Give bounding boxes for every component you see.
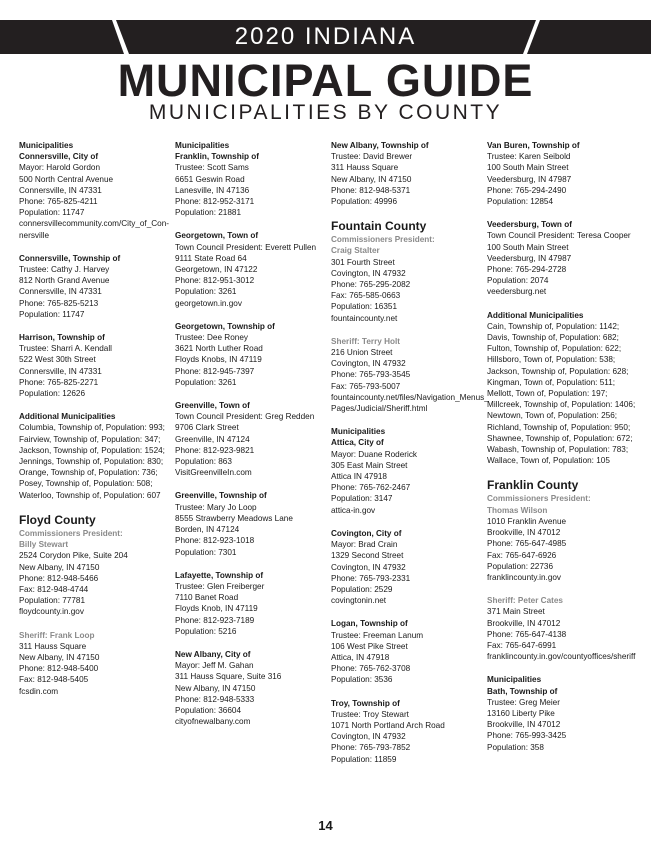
header-banner xyxy=(0,20,651,54)
municipality-entry xyxy=(19,332,169,399)
county-contact xyxy=(19,550,169,617)
sheriff-label: Sheriff: Terry Holt xyxy=(331,336,400,346)
entry-line: Phone: 812-923-7189 xyxy=(175,615,255,625)
entry-name: Troy, Township of xyxy=(331,698,400,708)
entry-line: Population: 3261 xyxy=(175,287,237,297)
entry-name: Van Buren, Township of xyxy=(487,141,580,150)
entry-name: Georgetown, Town of xyxy=(175,231,259,241)
entry-line: Population: 2529 xyxy=(331,584,393,594)
entry-line: Fax: 812-948-4744 xyxy=(19,584,89,594)
municipality-entry xyxy=(487,140,637,207)
entry-name: Harrison, Township of xyxy=(19,333,105,343)
entry-name: Logan, Township of xyxy=(331,619,408,629)
column-3 xyxy=(331,140,489,777)
entry-line: Georgetown, IN 47122 xyxy=(175,265,258,275)
entry-name: Bath, Township of xyxy=(487,686,558,696)
sheriff-label: Sheriff: Peter Cates xyxy=(487,596,563,606)
entry-line: Trustee: Freeman Lanum xyxy=(331,630,424,640)
entry-line: Trustee: Cathy J. Harvey xyxy=(19,265,110,275)
entry-website[interactable]: fountaincounty.net xyxy=(331,313,398,323)
entry-line: New Albany, IN 47150 xyxy=(175,683,256,693)
section-heading: Municipalities xyxy=(487,675,542,685)
entry-line: Phone: 812-945-7397 xyxy=(175,366,255,376)
entry-line: Attica IN 47918 xyxy=(331,472,387,482)
column-2 xyxy=(175,140,325,739)
entry-line: Mayor: Duane Roderick xyxy=(331,449,418,459)
entry-line: Covington, IN 47932 xyxy=(331,359,406,369)
entry-line: Population: 16351 xyxy=(331,302,398,312)
entry-line: Population: 12626 xyxy=(19,389,86,399)
entry-line: Population: 49996 xyxy=(331,197,398,207)
entry-line: Trustee: Troy Stewart xyxy=(331,709,409,719)
entry-line: Phone: 765-825-4211 xyxy=(19,197,98,207)
entry-line: Population: 3536 xyxy=(331,675,393,685)
entry-name: Greenville, Town of xyxy=(175,401,250,411)
president-label: Commissioners President: xyxy=(19,528,123,538)
entry-website[interactable]: georgetown.in.gov xyxy=(175,298,242,308)
entry-website[interactable]: connersvillecommunity.com/City_of_Con- xyxy=(19,219,170,229)
county-contact xyxy=(487,516,637,583)
section-heading: Municipalities xyxy=(175,141,230,150)
municipality-entry xyxy=(175,490,325,557)
entry-line: Phone: 812-923-1018 xyxy=(175,536,255,546)
entry-line: Trustee: Dee Roney xyxy=(175,333,248,343)
entry-line: 216 Union Street xyxy=(331,348,393,358)
entry-line: Population: 12854 xyxy=(487,197,554,207)
entry-name: Veedersburg, Town of xyxy=(487,220,572,230)
entry-line: Phone: 812-948-5333 xyxy=(175,694,255,704)
entry-website[interactable]: franklincounty.in.gov/countyoffices/sheriff xyxy=(487,652,636,662)
entry-line: Phone: 765-647-4985 xyxy=(487,539,567,549)
entry-line: Covington, IN 47932 xyxy=(331,268,406,278)
entry-line: Phone: 765-993-3425 xyxy=(487,731,567,741)
entry-website-cont[interactable]: nersville xyxy=(19,230,50,240)
municipality-entry xyxy=(175,321,325,388)
municipality-entry xyxy=(175,151,325,218)
sheriff-label: Sheriff: Frank Loop xyxy=(19,630,95,640)
entry-line: New Albany, IN 47150 xyxy=(19,652,100,662)
entry-name: New Albany, City of xyxy=(175,649,251,659)
entry-line: 7110 Banet Road xyxy=(175,593,239,603)
municipality-entry xyxy=(331,437,481,515)
entry-website[interactable]: attica-in.gov xyxy=(331,505,376,515)
president-label: Commissioners President: xyxy=(487,494,591,504)
entry-line: Attica, IN 47918 xyxy=(331,652,390,662)
entry-line: 100 South Main Street xyxy=(487,163,569,173)
entry-line: 6651 Geswin Road xyxy=(175,174,245,184)
entry-line: Trustee: Mary Jo Loop xyxy=(175,502,257,512)
column-4 xyxy=(487,140,637,765)
entry-line: New Albany, IN 47150 xyxy=(19,562,100,572)
entry-line: Population: 5216 xyxy=(175,626,237,636)
county-contact xyxy=(331,257,481,324)
entry-line: Phone: 765-825-2271 xyxy=(19,377,99,387)
entry-line: Population: 863 xyxy=(175,457,232,467)
entry-line: 1329 Second Street xyxy=(331,551,404,561)
entry-line: Veedersburg, IN 47987 xyxy=(487,253,572,263)
entry-website[interactable]: fountaincounty.net/files/Navigation_Menus_ xyxy=(331,392,489,402)
entry-line: Phone: 812-952-3171 xyxy=(175,197,255,207)
entry-name: Franklin, Township of xyxy=(175,152,259,162)
entry-line: 100 South Main Street xyxy=(487,242,569,252)
entry-line: Phone: 765-294-2728 xyxy=(487,265,567,275)
entry-name: Connersville, City of xyxy=(19,152,99,162)
sheriff-contact xyxy=(487,606,637,662)
additional-municipalities xyxy=(19,411,169,501)
entry-line: 13160 Liberty Pike xyxy=(487,708,555,718)
entry-line: Brookville, IN 47012 xyxy=(487,720,561,730)
entry-line: Fax: 765-647-6991 xyxy=(487,640,557,650)
entry-name: Greenville, Township of xyxy=(175,491,267,501)
entry-line: Brookville, IN 47012 xyxy=(487,618,561,628)
entry-line: Covington, IN 47932 xyxy=(331,732,406,742)
entry-line: Population: 358 xyxy=(487,742,544,752)
county-heading: Franklin County xyxy=(487,478,579,493)
entry-name: Attica, City of xyxy=(331,438,384,448)
entry-line: Trustee: Karen Seibold xyxy=(487,152,571,162)
entry-line: New Albany, IN 47150 xyxy=(331,174,412,184)
president-name: Thomas Wilson xyxy=(487,505,548,515)
entry-line: Population: 2074 xyxy=(487,276,549,286)
entry-line: Population: 77781 xyxy=(19,596,86,606)
entry-line: 500 North Central Avenue xyxy=(19,174,114,184)
sheriff-contact xyxy=(331,347,489,414)
entry-website[interactable]: covingtonin.net xyxy=(331,596,387,606)
entry-line: Population: 11747 xyxy=(19,309,85,319)
entry-website[interactable]: veedersburg.net xyxy=(487,287,547,297)
entry-line: 9706 Clark Street xyxy=(175,423,239,433)
entry-line: Phone: 765-762-3708 xyxy=(331,664,411,674)
municipality-entry xyxy=(175,570,325,637)
entry-website[interactable]: VisitGreenvilleIn.com xyxy=(175,468,252,478)
county-heading: Fountain County xyxy=(331,219,427,234)
entry-line: Phone: 812-951-3012 xyxy=(175,276,255,286)
entry-line: 522 West 30th Street xyxy=(19,355,96,365)
section-heading: Additional Municipalities xyxy=(19,412,116,422)
entry-line: 301 Fourth Street xyxy=(331,257,395,267)
entry-line: 311 Hauss Square xyxy=(331,163,399,173)
entry-line: Population: 3261 xyxy=(175,377,237,387)
county-heading: Floyd County xyxy=(19,512,96,527)
municipality-entry xyxy=(175,400,325,478)
entry-line: Trustee: David Brewer xyxy=(331,152,413,162)
additional-municipalities xyxy=(487,310,637,467)
entry-line: Phone: 812-948-5371 xyxy=(331,185,411,195)
section-heading: Additional Municipalities xyxy=(487,310,584,320)
municipality-entry xyxy=(331,618,481,685)
entry-line: 311 Hauss Square, Suite 316 xyxy=(175,672,282,682)
entry-line: Fax: 765-793-5007 xyxy=(331,381,401,391)
entry-line: Town Council President: Teresa Cooper xyxy=(487,231,631,241)
entry-line: Mayor: Jeff M. Gahan xyxy=(175,661,254,671)
entry-line: Mayor: Brad Crain xyxy=(331,540,398,550)
entry-line: Population: 11747 xyxy=(19,208,85,218)
entry-website-cont[interactable]: Pages/Judicial/Sheriff.html xyxy=(331,404,428,414)
entry-line: Greenville, IN 47124 xyxy=(175,434,250,444)
banner-text: 2020 INDIANA xyxy=(234,23,417,50)
entry-line: Fax: 765-585-0663 xyxy=(331,291,401,301)
entry-line: Population: 7301 xyxy=(175,547,237,557)
entry-line: 3621 North Luther Road xyxy=(175,344,263,354)
municipality-entry xyxy=(331,698,481,765)
entry-line: Town Council President: Greg Redden xyxy=(175,412,315,422)
additional-list: Cain, Township of, Population: 1142; Davis, Township of, Population: 682; Fulton, Township of, Population: 622; Hillsboro, Town of, Population: 538; Jackson, Township of, Population: 628; Kingman, Town of, Population: 511; Mellott, Town of, Population: 197; Millcreek, Township of, Population: 1406; Newtown, Town of, Population: 256; Richland, Township of, Population: 950; Shawnee, Township of, Population: 672; Wabash, Township of, Population: 783; Wallace, Town of, Population: 105 xyxy=(487,321,636,466)
entry-line: Trustee: Sharri A. Kendall xyxy=(19,344,112,354)
entry-line: Fax: 765-647-6926 xyxy=(487,550,557,560)
entry-line: 2524 Corydon Pike, Suite 204 xyxy=(19,551,128,561)
entry-line: Floyds Knob, IN 47119 xyxy=(175,604,258,614)
entry-line: Trustee: Scott Sams xyxy=(175,163,249,173)
entry-line: 1010 Franklin Avenue xyxy=(487,516,567,526)
entry-line: 311 Hauss Square xyxy=(19,641,87,651)
entry-line: 371 Main Street xyxy=(487,607,545,617)
entry-name: Connersville, Township of xyxy=(19,253,121,263)
entry-website[interactable]: franklincounty.in.gov xyxy=(487,572,562,582)
entry-line: Phone: 765-793-7852 xyxy=(331,743,411,753)
municipality-entry xyxy=(19,151,169,241)
entry-line: Phone: 812-923-9821 xyxy=(175,445,255,455)
entry-line: Town Council President: Everett Pullen xyxy=(175,242,317,252)
entry-line: Connersville, IN 47331 xyxy=(19,287,102,297)
entry-line: Trustee: Greg Meier xyxy=(487,697,560,707)
president-label: Commissioners President: xyxy=(331,235,435,245)
municipality-entry xyxy=(19,253,169,320)
entry-name: Covington, City of xyxy=(331,528,402,538)
entry-line: Floyds Knobs, IN 47119 xyxy=(175,355,262,365)
entry-line: Phone: 765-295-2082 xyxy=(331,280,411,290)
entry-line: Phone: 765-793-2331 xyxy=(331,573,411,583)
entry-line: Phone: 812-948-5400 xyxy=(19,664,99,674)
entry-website[interactable]: fcsdin.com xyxy=(19,686,59,696)
additional-list: Columbia, Township of, Population: 993; Fairview, Township of, Population: 347; Jackson, Township of, Population: 1524; Jennings, Township of, Population: 830; Orange, Township of, Population: 736; Posey, Township of, Population: 508; Waterloo, Township of, Population: 607 xyxy=(19,423,165,500)
entry-line: 8555 Strawberry Meadows Lane xyxy=(175,513,293,523)
entry-line: Mayor: Harold Gordon xyxy=(19,163,100,173)
entry-website[interactable]: floydcounty.in.gov xyxy=(19,607,84,617)
entry-line: Population: 22736 xyxy=(487,561,554,571)
entry-line: 9111 State Road 64 xyxy=(175,253,247,263)
municipality-entry xyxy=(331,528,481,606)
entry-line: Phone: 812-948-5466 xyxy=(19,573,99,583)
entry-line: Phone: 765-294-2490 xyxy=(487,185,567,195)
section-heading: Municipalities xyxy=(19,141,74,150)
page-title: MUNICIPAL GUIDE xyxy=(117,55,534,106)
entry-line: Population: 3147 xyxy=(331,494,393,504)
entry-website[interactable]: cityofnewalbany.com xyxy=(175,717,251,727)
entry-line: Population: 11859 xyxy=(331,754,397,764)
municipality-entry xyxy=(175,649,325,727)
page-number: 14 xyxy=(318,818,333,833)
entry-name: New Albany, Township of xyxy=(331,141,429,150)
municipality-entry xyxy=(487,219,637,297)
page-subtitle: MUNICIPALITIES BY COUNTY xyxy=(148,101,503,124)
sheriff-contact xyxy=(19,641,169,697)
entry-name: Georgetown, Township of xyxy=(175,321,275,331)
column-1 xyxy=(19,140,169,709)
entry-line: Veedersburg, IN 47987 xyxy=(487,174,572,184)
entry-line: Fax: 812-948-5405 xyxy=(19,675,89,685)
entry-line: Connersville, IN 47331 xyxy=(19,185,102,195)
municipality-entry xyxy=(175,230,325,308)
entry-name: Lafayette, Township of xyxy=(175,570,264,580)
entry-line: Population: 36604 xyxy=(175,705,242,715)
entry-line: Borden, IN 47124 xyxy=(175,525,240,535)
entry-line: 1071 North Portland Arch Road xyxy=(331,720,445,730)
entry-line: Covington, IN 47932 xyxy=(331,562,406,572)
entry-line: Connersville, IN 47331 xyxy=(19,366,102,376)
entry-line: Lanesville, IN 47136 xyxy=(175,185,250,195)
president-name: Billy Stewart xyxy=(19,540,69,550)
entry-line: Population: 21881 xyxy=(175,208,242,218)
entry-line: Trustee: Glen Freiberger xyxy=(175,581,265,591)
entry-line: Phone: 765-647-4138 xyxy=(487,629,567,639)
municipality-entry xyxy=(487,686,637,753)
municipality-entry xyxy=(331,140,481,207)
entry-line: 106 West Pike Street xyxy=(331,641,408,651)
entry-line: Phone: 765-762-2467 xyxy=(331,483,411,493)
president-name: Craig Stalter xyxy=(331,246,380,256)
entry-line: Brookville, IN 47012 xyxy=(487,528,561,538)
entry-line: Phone: 765-793-3545 xyxy=(331,370,411,380)
entry-line: 812 North Grand Avenue xyxy=(19,276,110,286)
section-heading: Municipalities xyxy=(331,427,386,437)
entry-line: Phone: 765-825-5213 xyxy=(19,298,99,308)
entry-line: 305 East Main Street xyxy=(331,460,408,470)
